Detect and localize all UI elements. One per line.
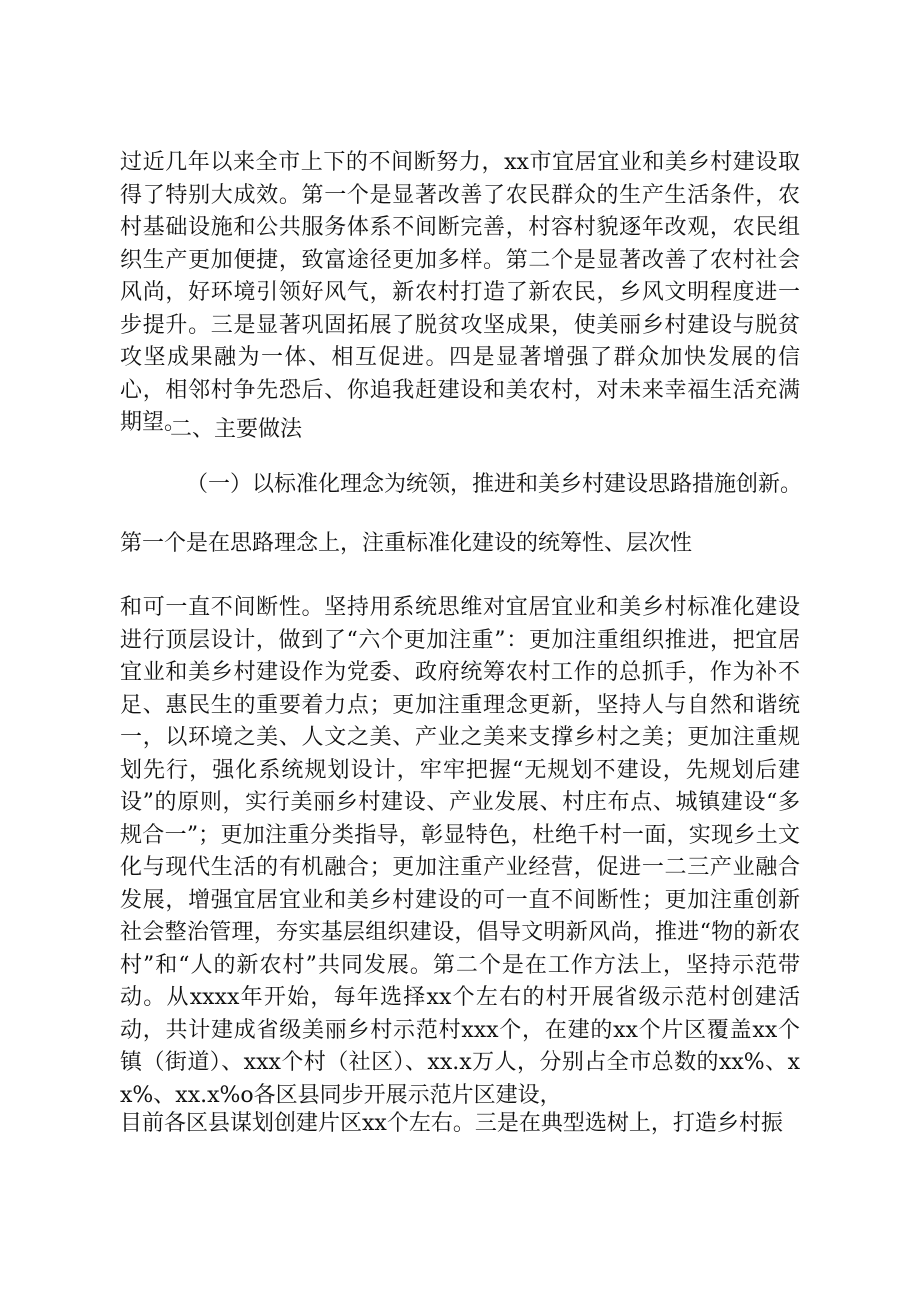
paragraph-results: 过近几年以来全市上下的不间断努力，xx市宜居宜业和美乡村建设取得了特别大成效。第一个是显著改善了农民群众的生产生活条件，农村基础设施和公共服务体系不间断完善，村容村貌逐年改观，农民组织生产更加便捷，致富途径更加多样。第二个是显著改善了农村社会风尚，好环境引领好风气，新农村打造了新农民，乡风文明程度进一步提升。三是显著巩固拓展了脱贫攻坚成果，使美丽乡村建设与脱贫攻坚成果融为一体、相互促进。四是显著增强了群众加快发展的信心，相邻村争先恐后、你追我赶建设和美农村，对未来幸福生活充满期望。 xyxy=(120,150,800,435)
paragraph-six-emphases: 和可一直不间断性。坚持用系统思维对宜居宜业和美乡村标准化建设进行顶层设计，做到了“六个更加注重”：更加注重组织推进，把宜居宜业和美乡村建设作为党委、政府统筹农村工作的总抓手，作为补不足、惠民生的重要着力点；更加注重理念更新，坚持人与自然和谐统一，以环境之美、人文之美、产业之美来支撑乡村之美；更加注重规划先行，强化系统规划设计，牢牢把握“无规划不建设，先规划后建设”的原则，实行美丽乡村建设、产业发展、村庄布点、城镇建设“多规合一”；更加注重分类指导，彰显特色，杜绝千村一面，实现乡土文化与现代生活的有机融合；更加注重产业经营，促进一二三产业融合发展，增强宜居宜业和美乡村建设的可一直不间断性；更加注重创新社会整治管理，夯实基层组织建设，倡导文明新风尚，推进“物的新农村”和“人的新农村”共同发展。第二个是在工作方法上，坚持示范带动。从xxxx年开始，每年选择xx个左右的村开展省级示范村创建活动，共计建成省级美丽乡村示范村xxx个，在建的xx个片区覆盖xx个镇（街道）、xxx个村（社区）、xx.x万人，分别占全市总数的xx%、xx%、xx.x%o各区县同步开展示范片区建设， xyxy=(120,595,800,1108)
paragraph-first-line: 第一个是在思路理念上，注重标准化建设的统筹性、层次性 xyxy=(120,531,693,556)
section-heading-main-practices: 二、主要做法 xyxy=(170,417,303,442)
subsection-heading-standardization: （一）以标准化理念为统领，推进和美乡村建设思路措施创新。 xyxy=(186,472,803,497)
paragraph-final-line: 目前各区县谋划创建片区xx个左右。三是在典型选树上，打造乡村振 xyxy=(120,1111,783,1136)
